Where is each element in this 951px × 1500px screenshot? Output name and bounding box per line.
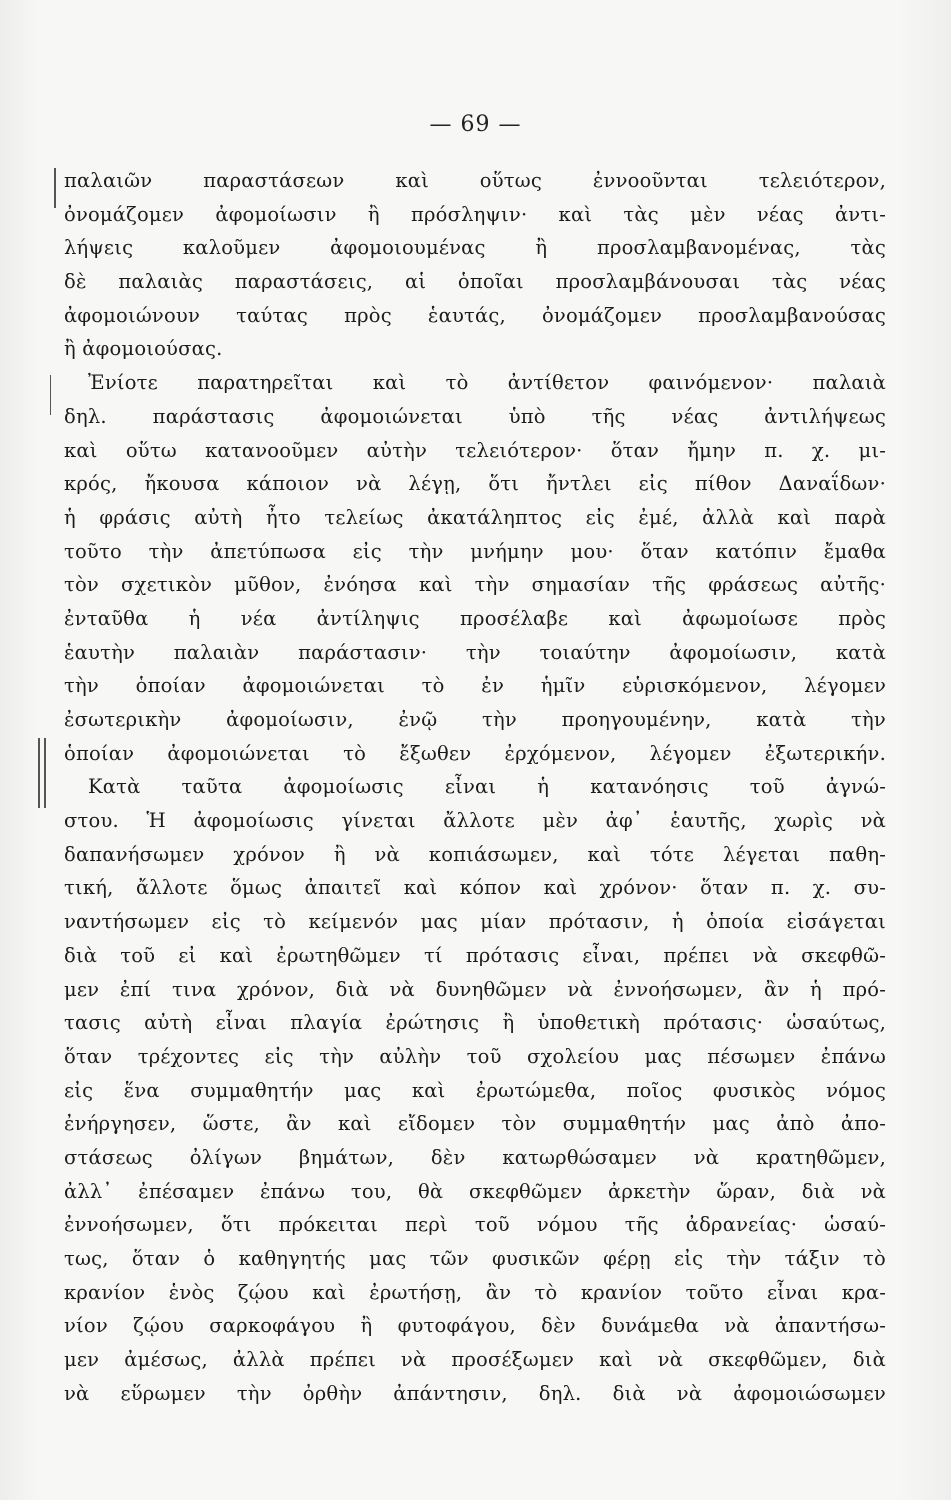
text-line: ἑαυτὴν παλαιὰν παράστασιν· τὴν τοιαύτην ἀφομοίωσιν, κατὰ [64,640,886,664]
margin-pencil-mark [38,738,40,808]
text-line: ἡ φράσις αὐτὴ ἦτο τελείως ἀκατάληπτος εἰς ἐμέ, ἀλλὰ καὶ παρὰ [64,505,886,529]
text-line: λήψεις καλοῦμεν ἀφομοιουμένας ἢ προσλαμβανομένας, τὰς [64,236,886,260]
text-line: τική, ἄλλοτε ὅμως ἀπαιτεῖ καὶ κόπον καὶ χρόνον· ὅταν π. χ. συ- [64,876,886,900]
text-line: κρανίον ἑνὸς ζῴου καὶ ἐρωτήσῃ, ἂν τὸ κρανίον τοῦτο εἶναι κρα- [64,1280,886,1304]
text-line: νὰ εὕρωμεν τὴν ὀρθὴν ἀπάντησιν, δηλ. διὰ νὰ ἀφομοιώσωμεν [64,1381,886,1405]
text-line: στάσεως ὀλίγων βημάτων, δὲν κατωρθώσαμεν νὰ κρατηθῶμεν, [64,1145,886,1169]
text-line: δὲ παλαιὰς παραστάσεις, αἱ ὁποῖαι προσλαμβάνουσαι τὰς νέας [64,270,886,294]
text-line: Κατὰ ταῦτα ἀφομοίωσις εἶναι ἡ κατανόησις τοῦ ἀγνώ- [88,775,886,799]
text-line: ἢ ἀφομοιούσας. [64,337,223,361]
text-line: καὶ οὕτω κατανοοῦμεν αὐτὴν τελειότερον· ὅταν ἤμην π. χ. μι- [64,438,886,462]
text-line: τὴν ὁποίαν ἀφομοιώνεται τὸ ἐν ἡμῖν εὑρισκόμενον, λέγομεν [64,674,886,698]
text-line: μεν ἐπί τινα χρόνον, διὰ νὰ δυνηθῶμεν νὰ ἐννοήσωμεν, ἂν ἡ πρό- [64,977,886,1001]
page-number: — 69 — [429,112,522,137]
text-line: εἰς ἕνα συμμαθητήν μας καὶ ἐρωτώμεθα, ποῖος φυσικὸς νόμος [64,1078,886,1102]
text-line: ναντήσωμεν εἰς τὸ κείμενόν μας μίαν πρότασιν, ἡ ὁποία εἰσάγεται [64,910,886,934]
text-line: νίον ζῴου σαρκοφάγου ἢ φυτοφάγου, δὲν δυνάμεθα νὰ ἀπαντήσω- [64,1314,886,1338]
text-line: στου. Ἡ ἀφομοίωσις γίνεται ἄλλοτε μὲν ἀφ᾽ ἑαυτῆς, χωρὶς νὰ [64,809,886,833]
text-line: ὁποίαν ἀφομοιώνεται τὸ ἔξωθεν ἐρχόμενον, λέγομεν ἐξωτερικήν. [64,741,886,765]
text-line: διὰ τοῦ εἰ καὶ ἐρωτηθῶμεν τί πρότασις εἶναι, πρέπει νὰ σκεφθῶ- [64,943,886,967]
text-line: Ἐνίοτε παρατηρεῖται καὶ τὸ ἀντίθετον φαινόμενον· παλαιὰ [88,371,886,395]
text-line: κρός, ἤκουσα κάποιον νὰ λέγῃ, ὅτι ἤντλει εἰς πίθον Δαναΐδων· [64,472,886,496]
text-line: ἐνήργησεν, ὥστε, ἂν καὶ εἴδομεν τὸν συμμαθητήν μας ἀπὸ ἀπο- [64,1112,886,1136]
text-line: ἐννοήσωμεν, ὅτι πρόκειται περὶ τοῦ νόμου τῆς ἀδρανείας· ὡσαύ- [64,1213,886,1237]
text-line: ἀλλ᾽ ἐπέσαμεν ἐπάνω του, θὰ σκεφθῶμεν ἀρκετὴν ὥραν, διὰ νὰ [64,1179,886,1203]
margin-pencil-mark [50,375,51,415]
text-line: τασις αὐτὴ εἶναι πλαγία ἐρώτησις ἢ ὑποθετικὴ πρότασις· ὡσαύτως, [64,1011,886,1035]
text-line: ὀνομάζομεν ἀφομοίωσιν ἢ πρόσληψιν· καὶ τὰς μὲν νέας ἀντι- [64,202,886,226]
text-line: δηλ. παράστασις ἀφομοιώνεται ὑπὸ τῆς νέας ἀντιλήψεως [64,404,886,428]
margin-pencil-mark [54,168,56,208]
body-text [64,164,886,1410]
text-line: ἀφομοιώνουν ταύτας πρὸς ἑαυτάς, ὀνομάζομεν προσλαμβανούσας [64,303,886,327]
text-line: ἐνταῦθα ἡ νέα ἀντίληψις προσέλαβε καὶ ἀφωμοίωσε πρὸς [64,606,886,630]
text-line: μεν ἀμέσως, ἀλλὰ πρέπει νὰ προσέξωμεν καὶ νὰ σκεφθῶμεν, διὰ [64,1348,886,1372]
text-line: τως, ὅταν ὁ καθηγητής μας τῶν φυσικῶν φέρῃ εἰς τὴν τάξιν τὸ [64,1247,886,1270]
text-line: τὸν σχετικὸν μῦθον, ἐνόησα καὶ τὴν σημασίαν τῆς φράσεως αὐτῆς· [64,573,886,597]
text-line: τοῦτο τὴν ἀπετύπωσα εἰς τὴν μνήμην μου· ὅταν κατόπιν ἔμαθα [64,539,886,563]
text-line: ἐσωτερικὴν ἀφομοίωσιν, ἐνῷ τὴν προηγουμένην, κατὰ τὴν [64,708,886,731]
margin-pencil-mark [44,738,46,808]
text-line: δαπανήσωμεν χρόνον ἢ νὰ κοπιάσωμεν, καὶ τότε λέγεται παθη- [64,842,886,866]
text-line: ὅταν τρέχοντες εἰς τὴν αὐλὴν τοῦ σχολείου μας πέσωμεν ἐπάνω [64,1044,886,1068]
text-line: παλαιῶν παραστάσεων καὶ οὕτως ἐννοοῦνται τελειότερον, [64,169,886,192]
